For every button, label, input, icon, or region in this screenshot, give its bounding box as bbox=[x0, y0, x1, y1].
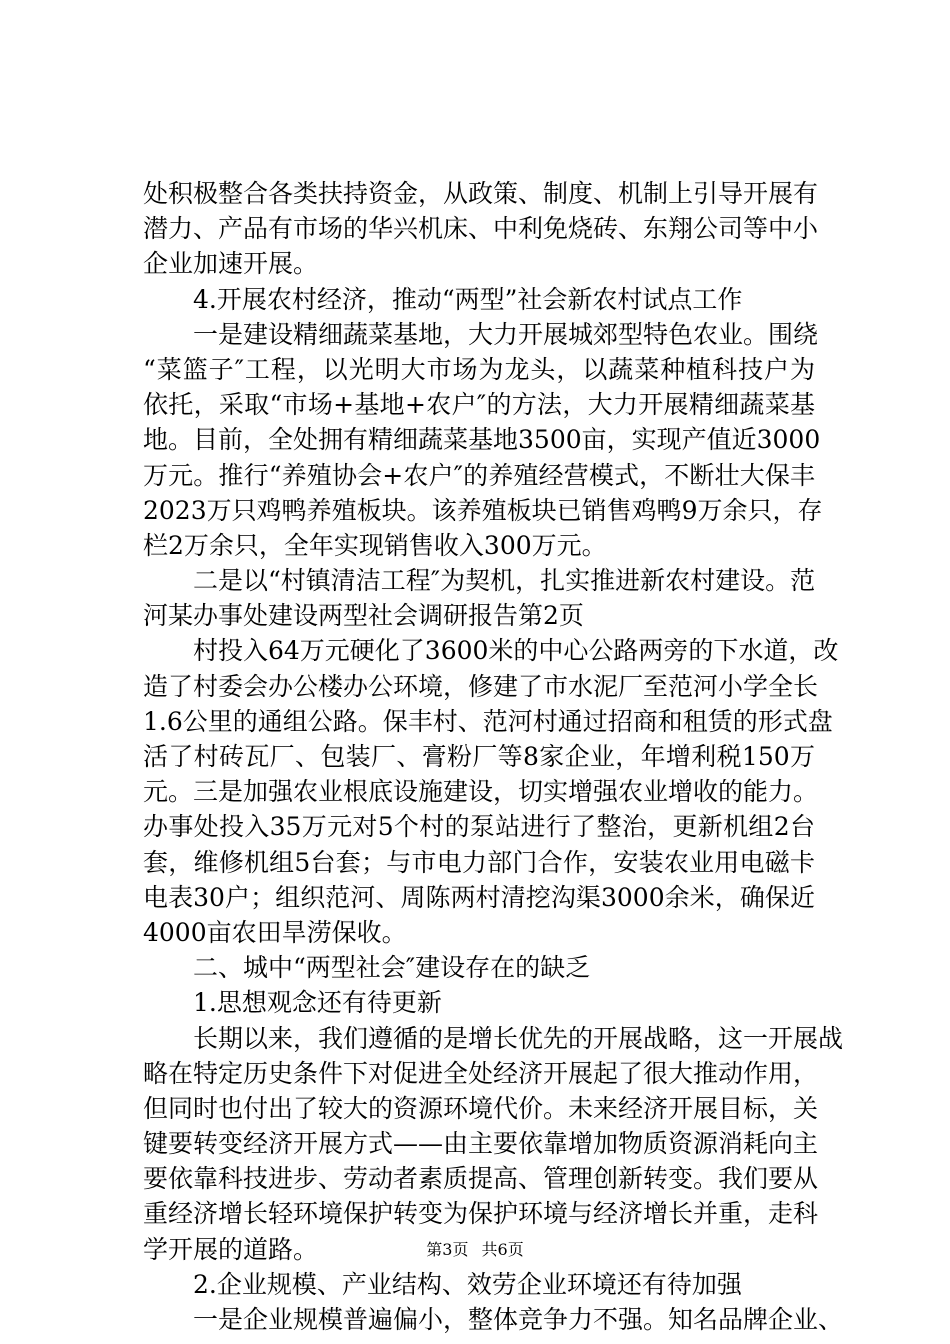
text-line: 村投入64万元硬化了3600米的中心公路两旁的下水道，改 bbox=[193, 636, 839, 666]
text-line: 活了村砖瓦厂、包装厂、膏粉厂等8家企业，年增利税150万 bbox=[143, 742, 815, 771]
text-line: 依托，采取“市场+基地+农户″的方法，大力开展精细蔬菜基 bbox=[143, 390, 815, 420]
text-line: 电表30户；组织范河、周陈两村清挖沟渠3000余米，确保近 bbox=[143, 882, 815, 912]
text-line: 栏2万余只，全年实现销售收入300万元。 bbox=[143, 530, 607, 560]
page-number: 第3页 bbox=[426, 1240, 469, 1259]
text-line: 重经济增长轻环境保护转变为保护环境与经济增长并重，走科 bbox=[143, 1199, 819, 1229]
text-line: 要依靠科技进步、劳动者素质提高、管理创新转变。我们要从 bbox=[143, 1164, 819, 1194]
page-footer bbox=[0, 1240, 950, 1260]
text-line: 一是建设精细蔬菜基地，大力开展城郊型特色农业。围绕 bbox=[193, 319, 819, 349]
text-line: 造了村委会办公楼办公环境，修建了市水泥厂至范河小学全长 bbox=[143, 671, 819, 701]
text-line: 一是企业规模普遍偏小，整体竞争力不强。知名品牌企业、 bbox=[193, 1305, 844, 1334]
page-total: 共6页 bbox=[481, 1240, 524, 1259]
section-heading: 4.开展农村经济，推动“两型”社会新农村试点工作 bbox=[193, 284, 743, 314]
text-line: 二是以“村镇清洁工程″为契机，扎实推进新农村建设。范 bbox=[193, 566, 816, 596]
text-line: 略在特定历史条件下对促进全处经济开展起了很大推动作用， bbox=[143, 1058, 819, 1088]
text-line: 4000亩农田旱涝保收。 bbox=[143, 917, 407, 947]
section-heading: 1.思想观念还有待更新 bbox=[193, 988, 442, 1018]
text-line: 潜力、产品有市场的华兴机床、中利免烧砖、东翔公司等中小 bbox=[143, 214, 819, 244]
text-line: 套，维修机组5台套；与市电力部门合作，安装农业用电磁卡 bbox=[143, 847, 815, 877]
section-heading: 二、城中“两型社会″建设存在的缺乏 bbox=[193, 953, 591, 983]
text-line: 企业加速开展。 bbox=[143, 249, 319, 279]
text-line: 处积极整合各类扶持资金，从政策、制度、机制上引导开展有 bbox=[143, 179, 819, 208]
text-line: 2023万只鸡鸭养殖板块。该养殖板块已销售鸡鸭9万余只，存 bbox=[143, 495, 823, 525]
text-line: 1.6公里的通组公路。保丰村、范河村通过招商和租赁的形式盘 bbox=[143, 706, 833, 736]
text-line: 但同时也付出了较大的资源环境代价。未来经济开展目标，关 bbox=[143, 1093, 819, 1123]
text-line: 键要转变经济开展方式——由主要依靠增加物质资源消耗向主 bbox=[143, 1129, 819, 1159]
document-body bbox=[143, 176, 844, 1337]
text-line: 元。三是加强农业根底设施建设，切实增强农业增收的能力。 bbox=[143, 777, 819, 807]
text-line: “菜篮子″工程，以光明大市场为龙头，以蔬菜种植科技户为 bbox=[143, 354, 815, 384]
text-line: 长期以来，我们遵循的是增长优先的开展战略，这一开展战 bbox=[193, 1023, 844, 1053]
text-line: 河某办事处建设两型社会调研报告第2页 bbox=[143, 601, 584, 631]
text-line: 万元。推行“养殖协会+农户″的养殖经营模式，不断壮大保丰 bbox=[143, 460, 815, 490]
section-heading: 2.企业规模、产业结构、效劳企业环境还有待加强 bbox=[193, 1269, 742, 1299]
text-line: 办事处投入35万元对5个村的泵站进行了整治，更新机组2台 bbox=[143, 812, 815, 842]
text-line: 地。目前，全处拥有精细蔬菜基地3500亩，实现产值近3000 bbox=[143, 425, 821, 455]
text-line: 学开展的道路。 bbox=[143, 1234, 319, 1264]
